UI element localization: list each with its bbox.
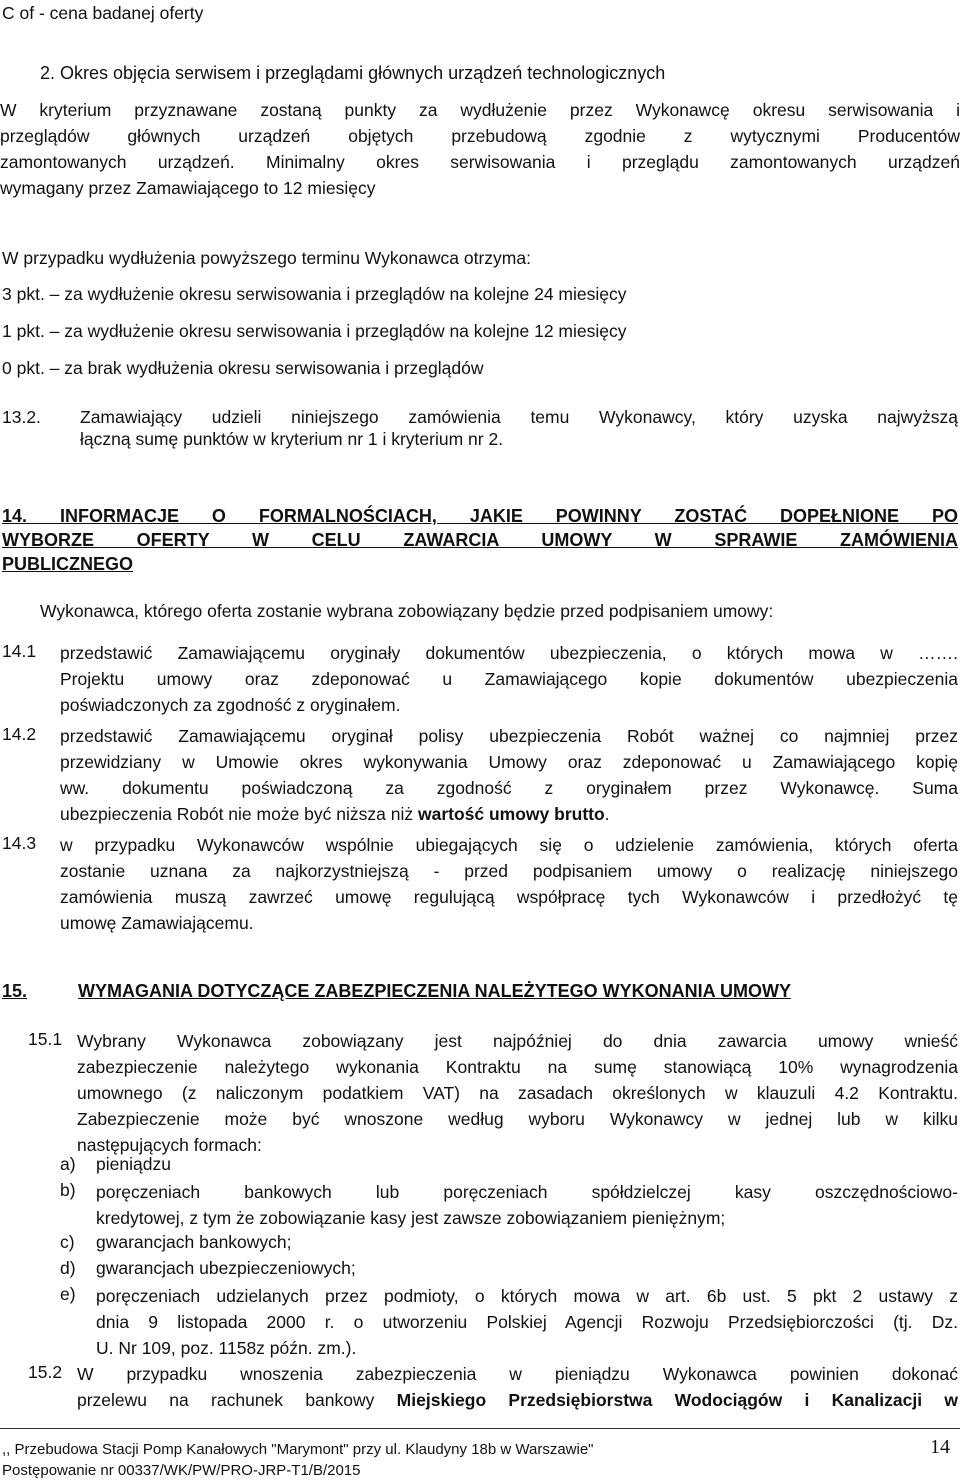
list-item: pieniądzu	[96, 1154, 171, 1174]
text-line: ww. dokumentu poświadczoną za zgodność z oryginałem przez Wykonawcę. Suma	[60, 778, 958, 798]
list-label: a)	[60, 1154, 76, 1174]
text-line: zamówienia muszą zawrzeć umowę regulującą współpracę tych Wykonawców i przedłożyć tę	[60, 887, 958, 907]
text-line: przewidziany w Umowie okres wykonywania Umowy oraz zdeponować u Zamawiającego kopię	[60, 752, 958, 772]
text-line: następujących formach:	[77, 1135, 262, 1155]
list-label: c)	[60, 1232, 75, 1252]
section-2-title: 2. Okres objęcia serwisem i przeglądami głównych urządzeń technologicznych	[40, 63, 666, 83]
item-14-2-text	[60, 723, 958, 827]
heading-line: PUBLICZNEGO	[2, 554, 134, 574]
list-label: b)	[60, 1180, 76, 1200]
text-line: zabezpieczenie należytego wykonania Kontraktu na sumę stanowiącą 10% wynagrodzenia	[77, 1057, 958, 1077]
text-line: wymagany przez Zamawiającego to 12 miesięcy	[0, 178, 376, 198]
heading-line: 14. INFORMACJE O FORMALNOŚCIACH, JAKIE POWINNY ZOSTAĆ DOPEŁNIONE PO	[2, 506, 958, 526]
page-header: C of - cena badanej oferty	[2, 3, 204, 23]
text-line: łączną sumę punktów w kryterium nr 1 i kryterium nr 2.	[80, 429, 504, 449]
list-item	[96, 1283, 958, 1361]
text-run: ubezpieczenia Robót nie może być niższa niż	[60, 804, 418, 824]
text-line: w przypadku Wykonawców wspólnie ubiegających się o udzielenie zamówienia, których oferta	[60, 835, 958, 855]
text-line: przeglądów głównych urządzeń objętych przebudową zgodnie z wytycznymi Producentów	[0, 126, 960, 146]
points-item: 0 pkt. – za brak wydłużenia okresu serwisowania i przeglądów	[2, 358, 484, 378]
text-line: dnia 9 listopada 2000 r. o utworzeniu Polskiej Agencji Rozwoju Przedsiębiorczości (tj. Dz.	[96, 1312, 958, 1332]
text-line: zostanie uznana za najkorzystniejszą - przed podpisaniem umowy o realizację niniejszego	[60, 861, 958, 881]
bold-text: wartość umowy brutto	[417, 804, 605, 824]
item-14-3-text	[60, 832, 958, 936]
list-label: d)	[60, 1258, 76, 1278]
page-number: 14	[930, 1436, 950, 1458]
text-line: W kryterium przyznawane zostaną punkty za wydłużenie przez Wykonawcę okresu serwisowania i	[0, 100, 960, 120]
text-line: umownego (z naliczonym podatkiem VAT) na zasadach określonych w klauzuli 4.2 Kontraktu.	[77, 1083, 958, 1103]
text-run: przelewu na rachunek bankowy	[77, 1390, 397, 1410]
text-line: poświadczonych za zgodność z oryginałem.	[60, 695, 401, 715]
text-line: przedstawić Zamawiającemu oryginał polisy ubezpieczenia Robót ważnej co najmniej przez	[60, 726, 958, 746]
text-line	[77, 1387, 958, 1413]
footer-project: ,, Przebudowa Stacji Pomp Kanałowych "Marymont" przy ul. Klaudyny 18b w Warszawie"	[2, 1441, 594, 1458]
heading-line: WYBORZE OFERTY W CELU ZAWARCIA UMOWY W SPRAWIE ZAMÓWIENIA	[2, 530, 958, 550]
text-run: .	[604, 804, 610, 824]
points-item: 3 pkt. – za wydłużenie okresu serwisowania i przeglądów na kolejne 24 miesięcy	[2, 284, 627, 304]
item-number: 14.2	[2, 724, 37, 744]
section-14-intro: Wykonawca, którego oferta zostanie wybrana zobowiązany będzie przed podpisaniem umowy:	[40, 601, 774, 621]
item-15-2-text	[77, 1361, 958, 1413]
list-item	[96, 1179, 958, 1231]
section-13-2-text	[80, 406, 958, 450]
section-number: 13.2.	[2, 407, 41, 427]
item-14-1-text	[60, 640, 958, 718]
text-line: poręczeniach udzielanych przez podmioty, o których mowa w art. 6b ust. 5 pkt 2 ustawy z	[96, 1286, 958, 1306]
text-line: poręczeniach bankowych lub poręczeniach spółdzielczej kasy oszczędnościowo-	[96, 1182, 958, 1202]
text-line: W przypadku wnoszenia zabezpieczenia w pieniądzu Wykonawca powinien dokonać	[77, 1364, 958, 1384]
footer-procedure: Postępowanie nr 00337/WK/PW/PRO-JRP-T1/B/2015	[2, 1462, 361, 1479]
text-line: Zabezpieczenie może być wnoszone według wyboru Wykonawcy w jednej lub w kilku	[77, 1109, 958, 1129]
points-item: 1 pkt. – za wydłużenie okresu serwisowania i przeglądów na kolejne 12 miesięcy	[2, 321, 627, 341]
item-15-1-text	[77, 1028, 958, 1158]
text-line	[60, 801, 958, 827]
text-line: U. Nr 109, poz. 1158z późn. zm.).	[96, 1338, 357, 1358]
section-14-heading	[2, 504, 958, 576]
list-label: e)	[60, 1284, 76, 1304]
item-number: 14.1	[2, 641, 37, 661]
item-number: 15.2	[28, 1362, 63, 1382]
text-line: Projektu umowy oraz zdeponować u Zamawiającego kopie dokumentów ubezpieczenia	[60, 669, 958, 689]
text-line: Wybrany Wykonawca zobowiązany jest najpóźniej do dnia zawarcia umowy wnieść	[77, 1031, 958, 1051]
list-item: gwarancjach ubezpieczeniowych;	[96, 1258, 356, 1278]
text-line: przedstawić Zamawiającemu oryginały dokumentów ubezpieczenia, o których mowa w …….	[60, 643, 958, 663]
section-2-extension-intro: W przypadku wydłużenia powyższego terminu Wykonawca otrzyma:	[2, 248, 531, 268]
bold-text: Miejskiego Przedsiębiorstwa Wodociągów i Kanalizacji w	[396, 1390, 958, 1410]
section-2-paragraph	[0, 97, 960, 201]
text-line: Zamawiający udzieli niniejszego zamówienia temu Wykonawcy, który uzyska najwyższą	[80, 407, 958, 427]
section-15-title: WYMAGANIA DOTYCZĄCE ZABEZPIECZENIA NALEŻYTEGO WYKONANIA UMOWY	[78, 981, 791, 1001]
text-line: umowę Zamawiającemu.	[60, 913, 254, 933]
item-number: 14.3	[2, 833, 37, 853]
list-item: gwarancjach bankowych;	[96, 1232, 292, 1252]
item-number: 15.1	[28, 1029, 63, 1049]
section-15-number: 15.	[2, 981, 28, 1001]
text-line: zamontowanych urządzeń. Minimalny okres serwisowania i przeglądu zamontowanych urządzeń	[0, 152, 960, 172]
text-line: kredytowej, z tym że zobowiązanie kasy jest zawsze zobowiązaniem pieniężnym;	[96, 1208, 726, 1228]
footer-divider	[0, 1428, 960, 1429]
